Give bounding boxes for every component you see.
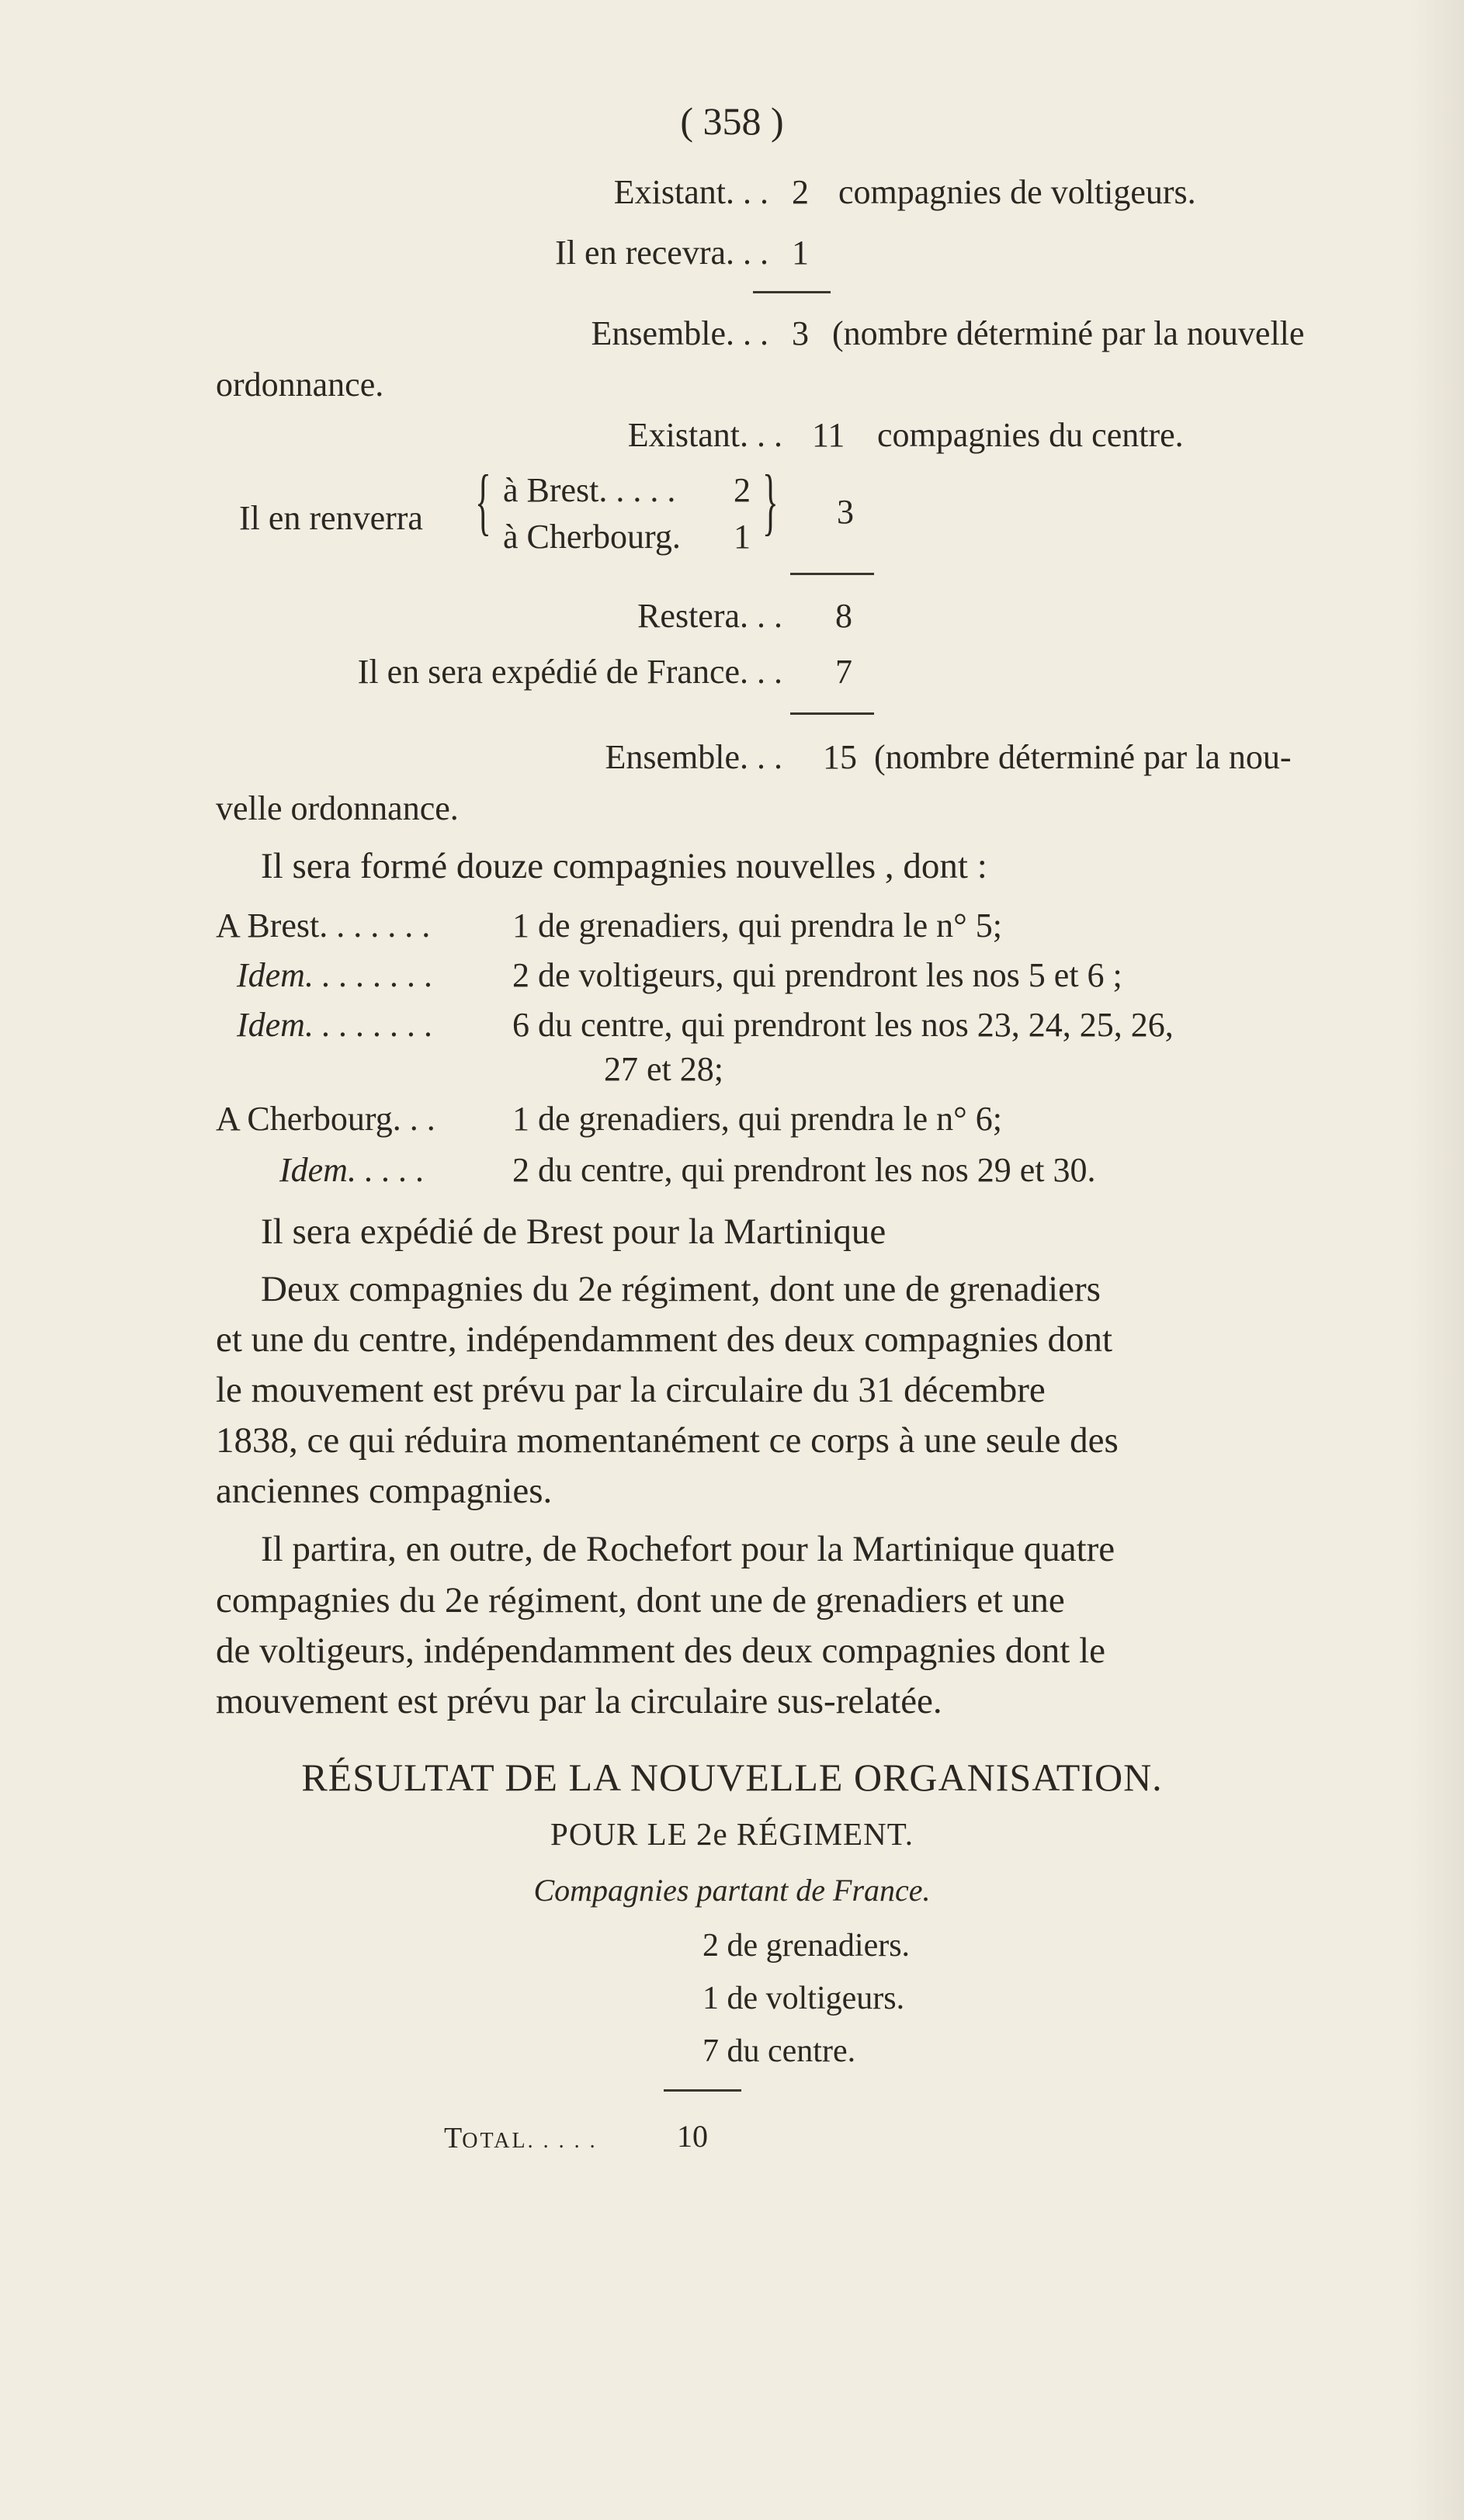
ensemble-value-2: 15 bbox=[823, 738, 857, 776]
deux-line-3: le mouvement est prévu par la circulaire du 31 décembre bbox=[216, 1370, 1046, 1410]
renverra-label: Il en renverra bbox=[239, 499, 423, 537]
cherbourg-value: 1 bbox=[734, 518, 751, 556]
formed-text-1: 1 de grenadiers, qui prendra le n° 5; bbox=[512, 906, 1002, 945]
deux-line-1: Deux compagnies du 2e régiment, dont une de grenadiers bbox=[261, 1269, 1101, 1309]
existant-label-2: Existant. . . bbox=[627, 416, 782, 454]
recevra-label: Il en recevra. . . bbox=[555, 234, 768, 272]
expedie-brest-line: Il sera expédié de Brest pour la Martinique bbox=[261, 1211, 886, 1252]
sum-rule-2 bbox=[790, 573, 874, 575]
ensemble-label-1: Ensemble. . . bbox=[591, 314, 768, 352]
right-brace: } bbox=[762, 459, 779, 542]
formed-place-5: Idem. . . . . bbox=[279, 1151, 425, 1189]
restera-value: 8 bbox=[835, 597, 852, 635]
ensemble-cont-2: velle ordonnance. bbox=[216, 789, 459, 827]
result-item-1: 2 de grenadiers. bbox=[703, 1928, 911, 1964]
result-item-2: 1 de voltigeurs. bbox=[703, 1981, 905, 2016]
formed-text-3b: 27 et 28; bbox=[604, 1050, 723, 1088]
expedie-label: Il en sera expédié de France. . . bbox=[357, 653, 782, 691]
deux-line-4: 1838, ce qui réduira momentanément ce corps à une seule des bbox=[216, 1420, 1119, 1461]
total-rule bbox=[664, 2089, 741, 2092]
partira-line-3: de voltigeurs, indépendamment des deux compagnies dont le bbox=[216, 1631, 1105, 1671]
formed-intro: Il sera formé douze compagnies nouvelles , dont : bbox=[261, 846, 987, 886]
ensemble-label-2: Ensemble. . . bbox=[605, 738, 782, 776]
formed-place-2: Idem. . . . . . . . bbox=[237, 956, 433, 994]
expedie-value: 7 bbox=[835, 653, 852, 691]
page-edge-shadow bbox=[1410, 0, 1464, 2520]
partira-line-2: compagnies du 2e régiment, dont une de grenadiers et une bbox=[216, 1580, 1065, 1620]
formed-text-4: 1 de grenadiers, qui prendra le n° 6; bbox=[512, 1100, 1002, 1138]
existant-value-1: 2 bbox=[792, 173, 809, 211]
result-heading: RÉSULTAT DE LA NOUVELLE ORGANISATION. bbox=[301, 1756, 1163, 1799]
sum-rule-3 bbox=[790, 712, 874, 715]
recevra-value: 1 bbox=[792, 234, 809, 272]
formed-place-1: A Brest. . . . . . . bbox=[216, 906, 431, 945]
existant-value-2: 11 bbox=[812, 416, 845, 454]
existant-text-2: compagnies du centre. bbox=[877, 416, 1184, 454]
ensemble-cont-1: ordonnance. bbox=[216, 366, 384, 404]
total-label-first: T bbox=[444, 2122, 463, 2154]
formed-place-3: Idem. . . . . . . . bbox=[237, 1006, 433, 1044]
deux-line-5: anciennes compagnies. bbox=[216, 1471, 553, 1511]
left-brace: { bbox=[475, 459, 491, 542]
brest-value: 2 bbox=[734, 471, 751, 509]
ensemble-text-2: (nombre déterminé par la nou- bbox=[874, 738, 1292, 776]
restera-label: Restera. . . bbox=[637, 597, 782, 635]
formed-text-3: 6 du centre, qui prendront les nos 23, 24, 25, 26, bbox=[512, 1006, 1174, 1044]
ensemble-text-1: (nombre déterminé par la nouvelle bbox=[832, 314, 1305, 352]
page-number: ( 358 ) bbox=[680, 99, 784, 143]
partira-line-1: Il partira, en outre, de Rochefort pour la Martinique quatre bbox=[261, 1529, 1115, 1569]
existant-label-1: Existant. . . bbox=[613, 173, 768, 211]
result-item-3: 7 du centre. bbox=[703, 2033, 856, 2069]
existant-text-1: compagnies de voltigeurs. bbox=[838, 173, 1196, 211]
cherbourg-label: à Cherbourg. bbox=[503, 518, 681, 556]
result-section: Compagnies partant de France. bbox=[533, 1873, 931, 1908]
total-value: 10 bbox=[677, 2119, 708, 2154]
renverra-total: 3 bbox=[837, 493, 854, 531]
total-label bbox=[444, 2115, 598, 2163]
total-label-rest: OTAL. . . . . bbox=[462, 2129, 598, 2153]
formed-place-4: A Cherbourg. . . bbox=[216, 1100, 435, 1138]
formed-text-5: 2 du centre, qui prendront les nos 29 et 30. bbox=[512, 1151, 1096, 1189]
result-subheading: POUR LE 2e RÉGIMENT. bbox=[550, 1816, 914, 1852]
partira-line-4: mouvement est prévu par la circulaire sus-relatée. bbox=[216, 1681, 942, 1721]
ensemble-value-1: 3 bbox=[792, 314, 809, 352]
sum-rule-1 bbox=[753, 291, 831, 293]
formed-text-2: 2 de voltigeurs, qui prendront les nos 5 et 6 ; bbox=[512, 956, 1122, 994]
brest-label: à Brest. . . . . bbox=[503, 471, 676, 509]
deux-line-2: et une du centre, indépendamment des deux compagnies dont bbox=[216, 1319, 1113, 1360]
